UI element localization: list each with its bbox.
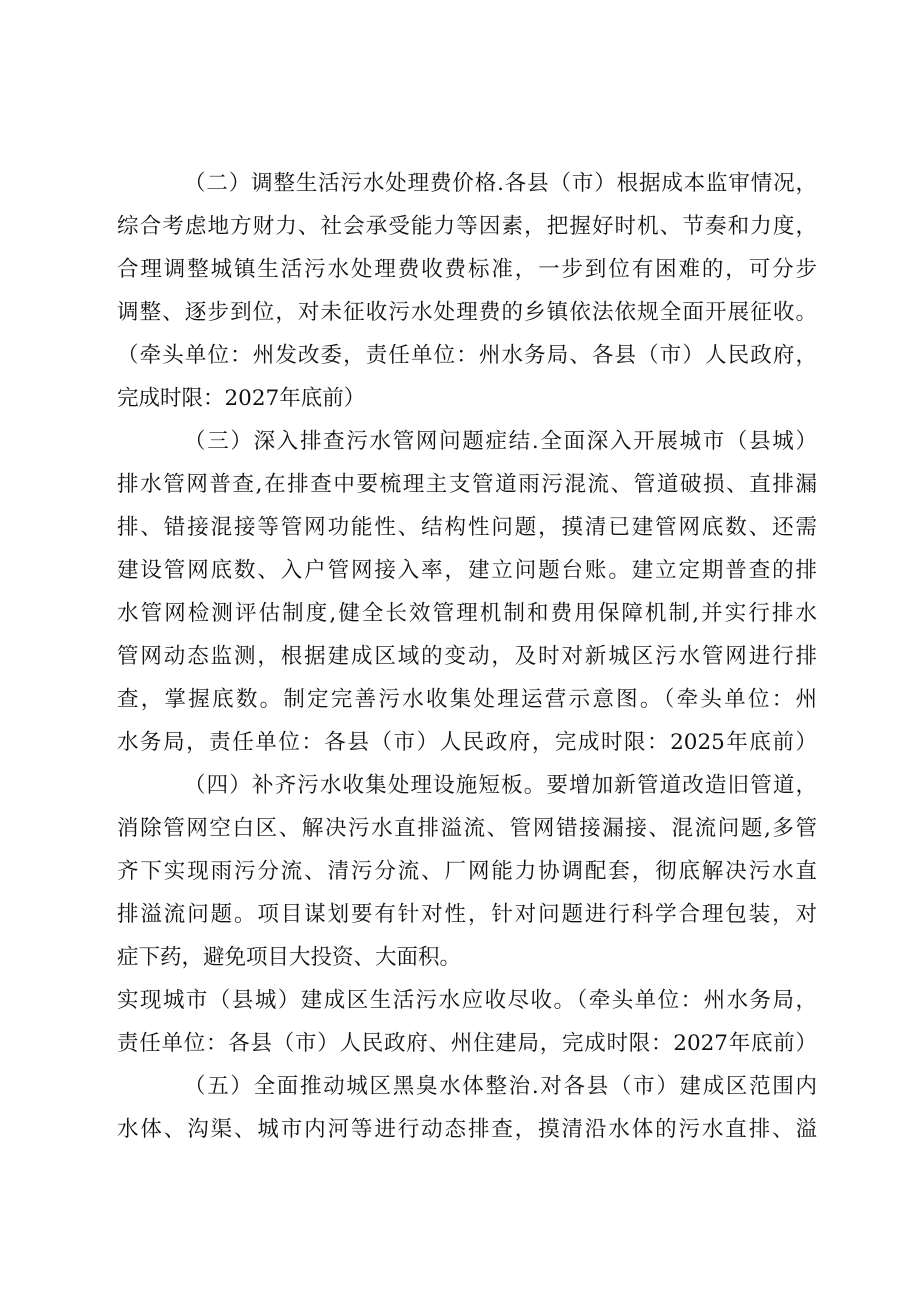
p3-line-7: 查，掌握底数。制定完善污水收集处理运营示意图。（牵头单位：州 [117,687,817,712]
p3-line-1: （三）深入排查污水管网问题症结.全面深入开展城市（县城） [184,429,817,454]
p2-line-5: （牵头单位：州发改委，责任单位：州水务局、各县（市）人民政府， [117,343,817,368]
p4-line-1: （四）补齐污水收集处理设施短板。要增加新管道改造旧管道， [184,773,817,798]
p4-line-5: 症下药，避免项目大投资、大面积。 [117,945,462,970]
p3-line-6: 管网动态监测，根据建成区域的变动，及时对新城区污水管网进行排 [117,644,817,669]
p2-line-1: （二）调整生活污水处理费价格.各县（市）根据成本监审情况， [184,171,817,196]
p3-line-5: 水管网检测评估制度,健全长效管理机制和费用保障机制,并实行排水 [117,601,817,626]
p4-line-4: 排溢流问题。项目谋划要有针对性，针对问题进行科学合理包装，对 [117,902,817,927]
p3-line-2: 排水管网普查,在排查中要梳理主支管道雨污混流、管道破损、直排漏 [117,472,817,497]
p3-line-3: 排、错接混接等管网功能性、结构性问题，摸清已建管网底数、还需 [117,515,817,540]
p3-line-4: 建设管网底数、入户管网接入率，建立问题台账。建立定期普查的排 [117,558,817,583]
p4-line-3: 齐下实现雨污分流、清污分流、厂网能力协调配套，彻底解决污水直 [117,859,817,884]
p4b-line-2: 责任单位：各县（市）人民政府、州住建局，完成时限：2027年底前） [117,1031,817,1056]
p3-line-8: 水务局，责任单位：各县（市）人民政府，完成时限：2025年底前） [117,730,817,755]
p2-line-3: 合理调整城镇生活污水处理费收费标准，一步到位有困难的，可分步 [117,257,817,282]
p2-line-4: 调整、逐步到位，对未征收污水处理费的乡镇依法依规全面开展征收。 [117,300,817,325]
p5-line-2: 水体、沟渠、城市内河等进行动态排查，摸清沿水体的污水直排、溢 [117,1117,817,1142]
p2-line-6: 完成时限：2027年底前） [117,386,366,411]
p2-line-2: 综合考虑地方财力、社会承受能力等因素，把握好时机、节奏和力度， [117,214,817,239]
p4b-line-1: 实现城市（县城）建成区生活污水应收尽收。（牵头单位：州水务局， [117,988,817,1013]
p5-line-1: （五）全面推动城区黑臭水体整治.对各县（市）建成区范围内 [184,1074,817,1099]
p4-line-2: 消除管网空白区、解决污水直排溢流、管网错接漏接、混流问题,多管 [117,816,817,841]
